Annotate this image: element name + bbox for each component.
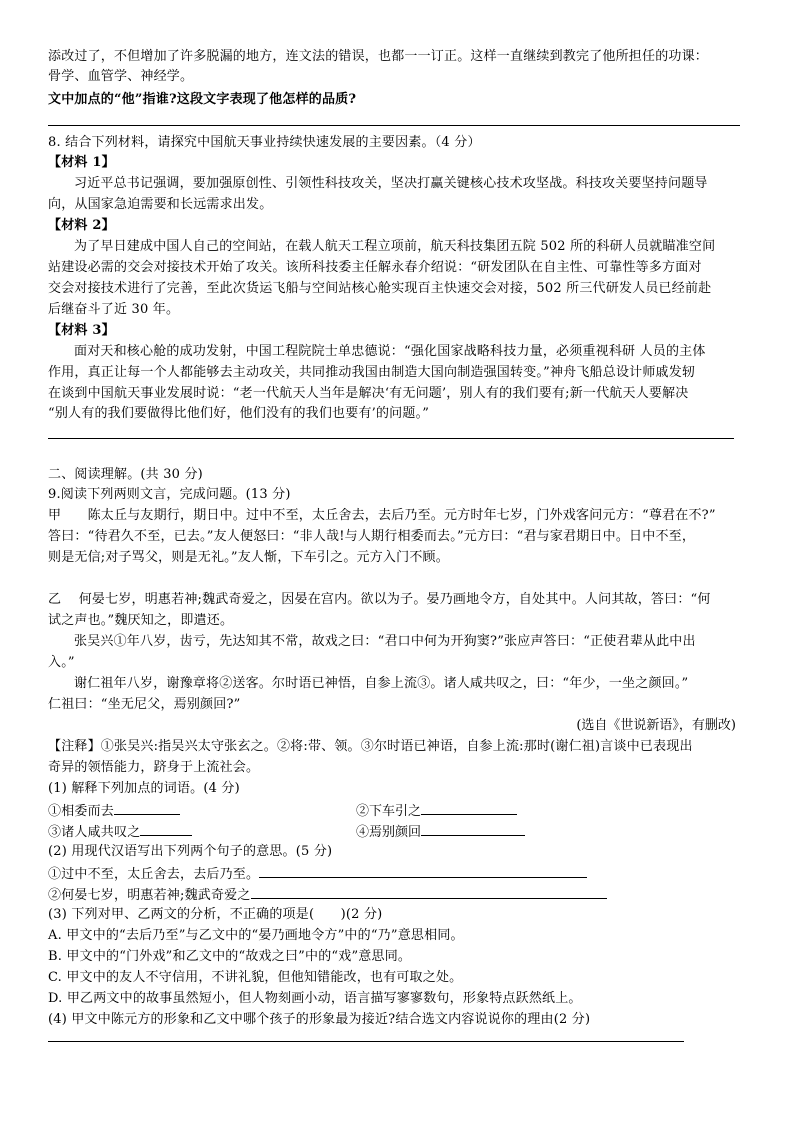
material-title: 【材料 2】 (48, 218, 115, 233)
text-line: 在谈到中国航天事业发展时说：“老一代航天人当年是解决‘有无问题’，别人有的我们要有;新一代航天人要解决 (48, 386, 689, 401)
answer-blank[interactable] (140, 822, 192, 836)
note-text: 奇异的领悟能力，跻身于上流社会。 (48, 760, 260, 775)
text-line: 仁祖曰：“坐无尼父，焉别颜回?” (48, 697, 241, 712)
sub-question-prompt: (2) 用现代汉语写出下列两个句子的意思。(5 分) (48, 844, 333, 859)
text-line: 习近平总书记强调，要加强原创性、引领性科技攻关，坚决打赢关键核心技术攻坚战。科技攻关要坚持问题导 (74, 176, 708, 191)
option-a: A. 甲文中的“去后乃至”与乙文中的“晏乃画地令方”中的“乃”意思相同。 (48, 928, 464, 943)
source-citation: (选自《世说新语》，有删改) (576, 718, 736, 733)
text-line: 乙 何晏七岁，明惠若神;魏武奇爱之，因晏在宫内。欲以为子。晏乃画地令方，自处其中。人问其故，答曰：“何 (48, 592, 711, 607)
question-prompt: 9.阅读下列两则文言，完成问题。(13 分) (48, 487, 291, 502)
text-line: 作用，真正让每一个人都能够去主动攻关，共同推动我国由制造大国向制造强国转变。”神舟飞船总设计师戚发轫 (48, 365, 696, 380)
text-line: 交会对接技术进行了完善，至此次货运飞船与空间站核心舱实现百主快速交会对接，502 所三代研发人员已经前赴 (48, 281, 712, 296)
fill-item (48, 822, 192, 842)
section-title: 二、阅读理解。(共 30 分) (48, 467, 203, 482)
text-line: 站建设必需的交会对接技术开始了攻关。该所科技委主任解永春介绍说：“研发团队在自主性、可靠性等多方面对 (48, 260, 702, 275)
text-line: 骨学、血管学、神经学。 (48, 69, 194, 84)
sub-question-prompt: (4) 甲文中陈元方的形象和乙文中哪个孩子的形象最为接近?结合选文内容说说你的理由(2 分) (48, 1012, 591, 1027)
fill-item (48, 864, 587, 884)
answer-blank[interactable] (421, 822, 525, 836)
answer-blank[interactable] (259, 864, 587, 878)
note-text: 【注释】①张吴兴:指吴兴太守张玄之。②将:带、领。③尔时语已神语，自参上流:那时(谢仁祖)言谈中已表现出 (48, 739, 693, 754)
text-line: 甲 陈太丘与友期行，期日中。过中不至，太丘舍去，去后乃至。元方时年七岁，门外戏客问元方：“尊君在不?” (48, 508, 716, 523)
sub-question-prompt: (1) 解释下列加点的词语。(4 分) (48, 781, 240, 796)
material-title: 【材料 1】 (48, 155, 115, 170)
question-prompt: 8. 结合下列材料，请探究中国航天事业持续快速发展的主要因素。（4 分） (48, 135, 481, 150)
fill-item (48, 801, 180, 821)
text-line: 为了早日建成中国人自己的空间站，在载人航天工程立项前，航天科技集团五院 502 所的科研人员就瞄准空间 (74, 239, 716, 254)
answer-line[interactable] (48, 1041, 684, 1042)
fill-item (356, 822, 525, 842)
answer-line[interactable] (48, 125, 740, 126)
answer-blank[interactable] (251, 885, 607, 899)
fill-item-label: ④焉别颜回 (356, 825, 422, 840)
text-line: 添改过了，不但增加了许多脱漏的地方，连文法的错误，也都一一订正。这样一直继续到教完了他所担任的功课： (48, 49, 709, 64)
fill-item (48, 885, 607, 905)
text-line: 答曰：“待君久不至，已去。”友人便怒曰：“非人哉!与人期行相委而去。”元方曰：“君与家君期日中。日中不至， (48, 529, 696, 544)
text-line: 向，从国家急迫需要和长远需求出发。 (48, 197, 273, 212)
answer-blank[interactable] (114, 801, 180, 815)
text-line: 入。” (48, 655, 75, 670)
text-line: 则是无信;对子骂父，则是无礼。”友人惭，下车引之。元方入门不顾。 (48, 550, 449, 565)
fill-item-label: ②下车引之 (356, 804, 422, 819)
question-text: 文中加点的“他”指谁?这段文字表现了他怎样的品质? (48, 92, 357, 107)
text-line: 谢仁祖年八岁，谢豫章将②送客。尔时语已神悟，自参上流③。诸人咸共叹之，曰：“年少，一坐之颜回。” (74, 676, 689, 691)
answer-blank[interactable] (421, 801, 517, 815)
option-c: C. 甲文中的友人不守信用，不讲礼貌，但他知错能改，也有可取之处。 (48, 970, 463, 985)
fill-item-label: ①过中不至，太丘舍去，去后乃至。 (48, 867, 260, 882)
option-b: B. 甲文中的“门外戏”和乙文中的“故戏之曰”中的“戏”意思同。 (48, 949, 412, 964)
sub-question-prompt: (3) 下列对甲、乙两文的分析，不正确的项是( )(2 分) (48, 907, 383, 922)
text-line: 试之声也。”魏厌知之，即遣还。 (48, 613, 234, 628)
fill-item-label: ①相委而去 (48, 804, 115, 819)
text-line: 面对天和核心舱的成功发射，中国工程院院士单忠德说：“强化国家战略科技力量，必须重视科研 人员的主体 (74, 344, 706, 359)
text-line: 张吴兴①年八岁，齿亏，先达知其不常，故戏之曰：“君口中何为开狗窦?”张应声答曰：“正使君辈从此中出 (74, 634, 696, 649)
answer-line[interactable] (48, 438, 734, 439)
text-line: “别人有的我们要做得比他们好，他们没有的我们也要有’的问题。” (48, 406, 430, 421)
fill-item-label: ③诸人咸共叹之 (48, 825, 141, 840)
material-title: 【材料 3】 (48, 323, 115, 338)
fill-item (356, 801, 517, 821)
option-d: D. 甲乙两文中的故事虽然短小，但人物刻画小动，语言描写寥寥数句，形象特点跃然纸上。 (48, 991, 582, 1006)
fill-item-label: ②何晏七岁，明惠若神;魏武奇爱之 (48, 888, 251, 903)
text-line: 后继奋斗了近 30 年。 (48, 302, 180, 317)
